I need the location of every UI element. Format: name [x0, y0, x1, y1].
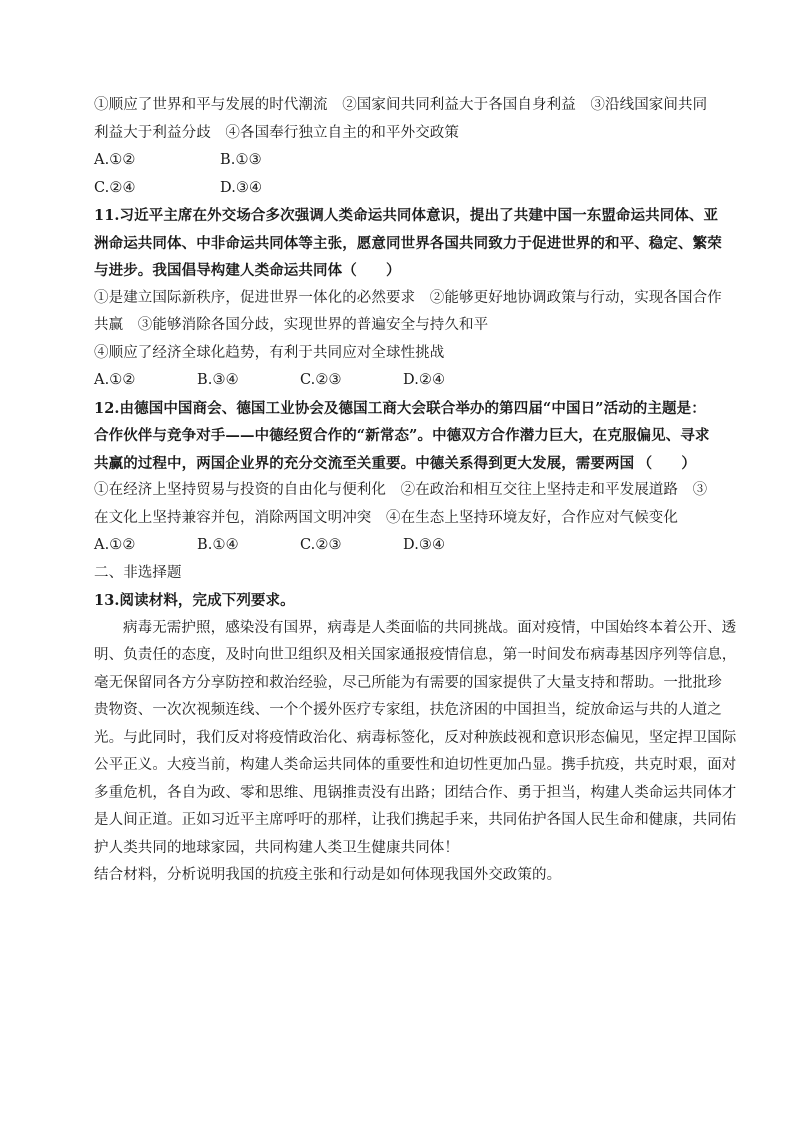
q12-statements-line-2: 在文化上坚持兼容并包，消除两国文明冲突 ④在生态上坚持环境友好，合作应对气候变化 [94, 509, 678, 526]
q11-option-c[interactable]: C.②③ [300, 372, 342, 388]
q11-stem-line-2: 洲命运共同体、中非命运共同体等主张，愿意同世界各国共同致力于促进世界的和平、稳定、繁荣 [94, 234, 722, 252]
exam-page [94, 92, 737, 890]
q12-answer-paren: （ ） [637, 454, 696, 472]
q13-material-line-7: 多重危机，各自为政、零和思维、甩锅推责没有出路；团结合作、勇于担当，构建人类命运共同体才 [94, 784, 737, 801]
q12-options-row [94, 532, 704, 560]
q11-stem-line-3: 与进步。我国倡导构建人类命运共同体（ ） [94, 262, 401, 279]
q12-stem-line-3 [94, 450, 704, 478]
q12-stem-line-1: 12.由德国中国商会、德国工业协会及德国工商大会联合举办的第四届“中国日”活动的主题是： [94, 399, 706, 417]
q10-option-d[interactable]: D.③④ [220, 179, 263, 196]
q12-option-d[interactable]: D.③④ [403, 537, 446, 553]
q12-statements-line-1: ①在经济上坚持贸易与投资的自由化与便利化 ②在政治和相互交往上坚持走和平发展道路 ③ [94, 482, 708, 498]
q11-option-b[interactable]: B.③④ [197, 372, 239, 388]
q13-material-line-5: 光。与此同时，我们反对将疫情政治化、病毒标签化，反对种族歧视和意识形态偏见，坚定捍卫国际 [94, 729, 737, 746]
q13-material-line-6: 公平正义。大疫当前，构建人类命运共同体的重要性和迫切性更加凸显。携手抗疫，共克时艰，面对 [94, 757, 737, 773]
q13-requirement: 结合材料，分析说明我国的抗疫主张和行动是如何体现我国外交政策的。 [94, 867, 562, 883]
q10-option-a[interactable]: A.①② [94, 152, 136, 168]
q12-stem-line-2: 合作伙伴与竞争对手——中德经贸合作的“新常态”。中德双方合作潜力巨大，在克服偏见、寻求 [94, 427, 710, 444]
q10-statements-line-1: ①顺应了世界和平与发展的时代潮流 ②国家间共同利益大于各国自身利益 ③沿线国家间共同 [94, 97, 708, 113]
q10-options-row-1 [94, 147, 704, 175]
q11-stem-line-1: 11.习近平主席在外交场合多次强调人类命运共同体意识，提出了共建中国一东盟命运共同体、亚 [94, 207, 719, 224]
q12-option-c[interactable]: C.②③ [300, 537, 342, 553]
q13-stem: 13.阅读材料，完成下列要求。 [94, 592, 295, 609]
q13-material-line-1: 病毒无需护照，感染没有国界，病毒是人类面临的共同挑战。面对疫情，中国始终本着公开、透 [123, 619, 737, 636]
q10-option-c[interactable]: C.②④ [94, 179, 136, 196]
section-heading: 二、非选择题 [94, 564, 182, 581]
q10-option-b[interactable]: B.①③ [220, 152, 262, 168]
q13-material-line-3: 毫无保留同各方分享防控和救治经验，尽己所能为有需要的国家提供了大量支持和帮助。一批批珍 [94, 674, 722, 691]
q13-material-line-2: 明、负责任的态度，及时向世卫组织及相关国家通报疫情信息，第一时间发布病毒基因序列等信息， [94, 647, 737, 663]
q11-option-d[interactable]: D.②④ [403, 372, 446, 388]
q12-stem-line-3-text: 共赢的过程中，两国企业界的充分交流至关重要。中德关系得到更大发展，需要两国 [94, 454, 635, 472]
q11-options-row [94, 367, 704, 395]
q13-material-line-4: 贵物资、一次次视频连线、一个个援外医疗专家组，扶危济困的中国担当，绽放命运与共的人道之 [94, 702, 722, 718]
q10-options-row-2 [94, 175, 704, 203]
q11-statements-line-2: 共赢 ③能够消除各国分歧，实现世界的普遍安全与持久和平 [94, 317, 489, 333]
q11-option-a[interactable]: A.①② [94, 372, 136, 388]
q13-material-line-8: 是人间正道。正如习近平主席呼吁的那样，让我们携起手来，共同佑护各国人民生命和健康，共同佑 [94, 812, 737, 828]
q11-statements-line-3: ④顺应了经济全球化趋势，有利于共同应对全球性挑战 [94, 344, 445, 361]
q12-option-b[interactable]: B.①④ [197, 537, 239, 553]
q12-option-a[interactable]: A.①② [94, 537, 136, 553]
q13-material-line-9: 护人类共同的地球家园，共同构建人类卫生健康共同体！ [94, 839, 459, 856]
q11-statements-line-1: ①是建立国际新秩序，促进世界一体化的必然要求 ②能够更好地协调政策与行动，实现各国合作 [94, 289, 722, 306]
q10-statements-line-2: 利益大于利益分歧 ④各国奉行独立自主的和平外交政策 [94, 124, 459, 141]
